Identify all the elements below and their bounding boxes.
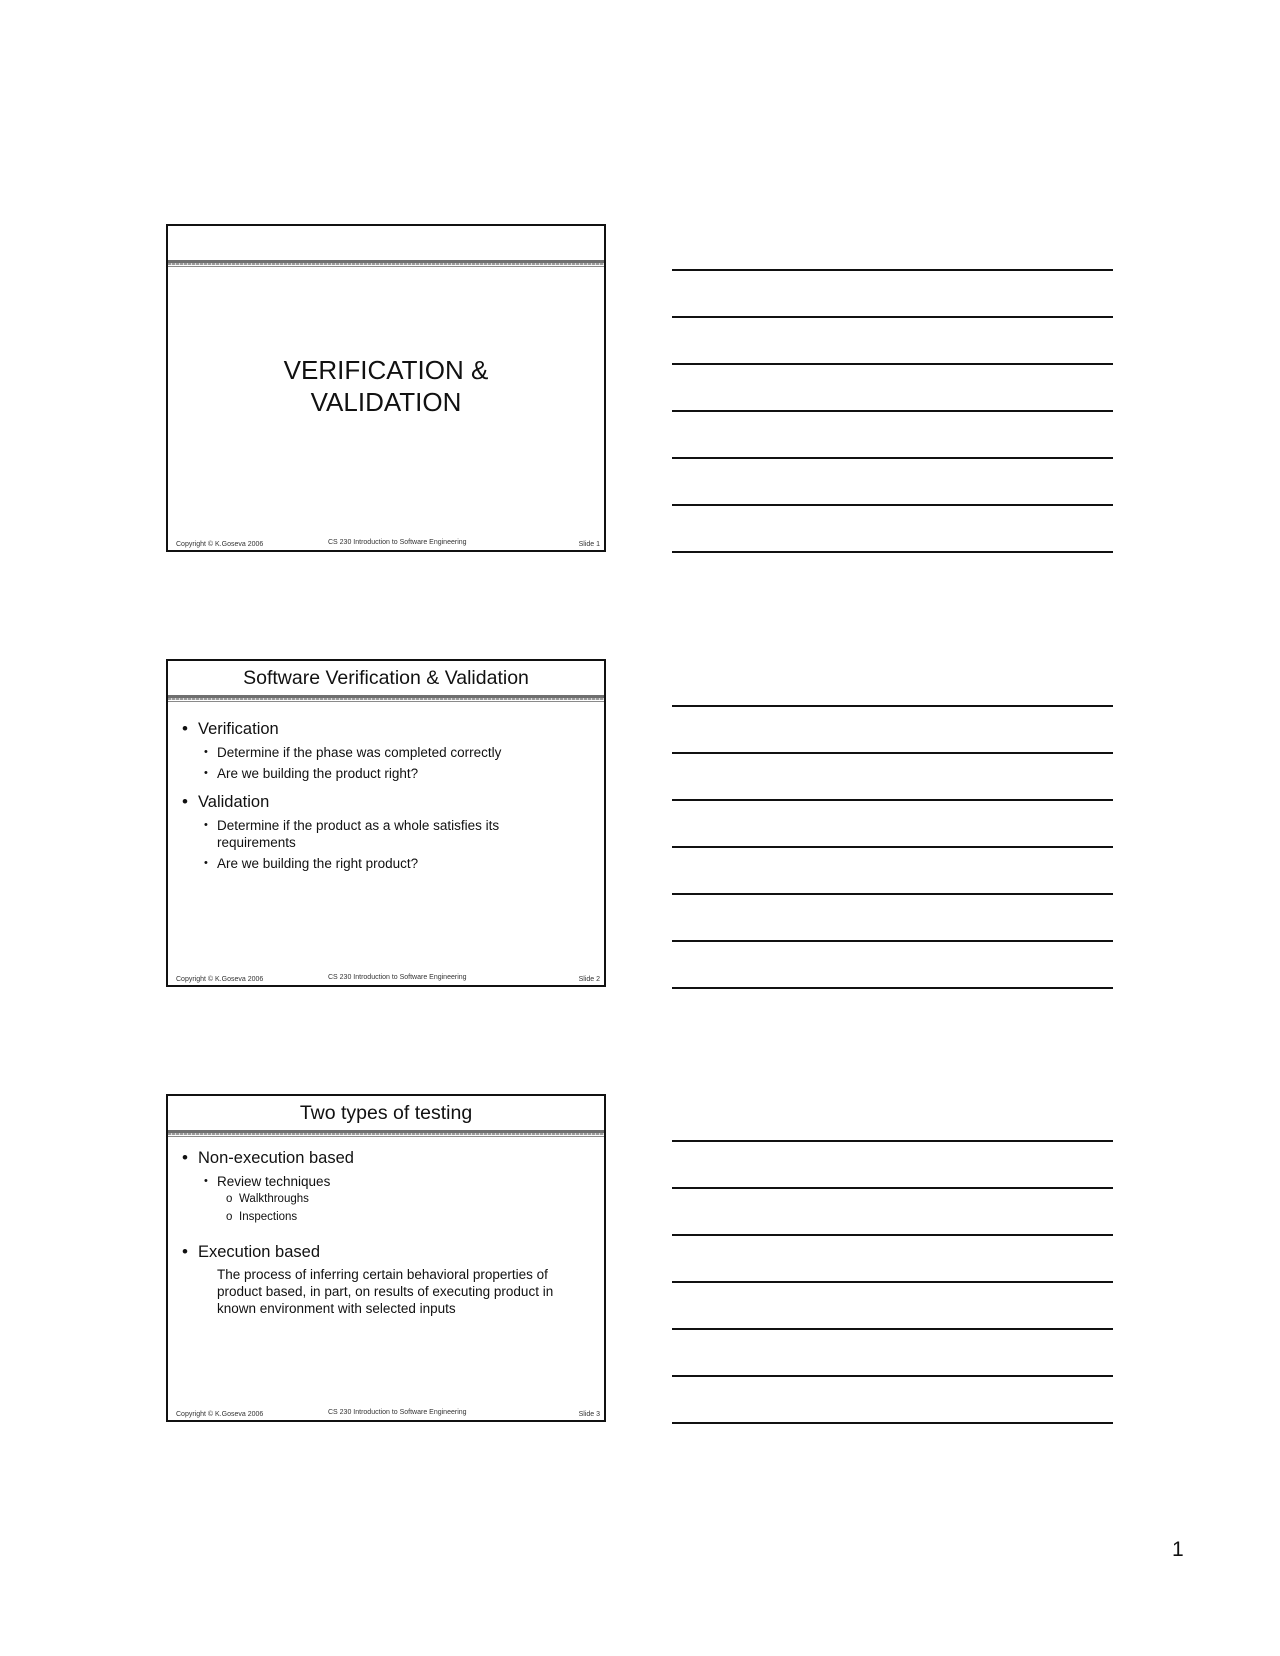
footer-course: CS 230 Introduction to Software Engineering [328, 539, 467, 546]
footer-slide-number: Slide 3 [578, 1411, 600, 1418]
note-line [672, 752, 1113, 754]
bullet-execution: • Execution based [182, 1242, 321, 1261]
sub-bullet: • Are we building the right product? [204, 856, 419, 871]
note-line [672, 1281, 1113, 1283]
header-rule [168, 695, 604, 703]
slide-body [168, 1148, 604, 1317]
note-line [672, 269, 1113, 271]
slide-title [168, 354, 604, 418]
note-line [672, 1422, 1113, 1424]
note-line [672, 316, 1113, 318]
title-line-1: VERIFICATION & [283, 355, 489, 385]
sub-bullet: • Determine if the product as a whole satisfies its requirements [204, 818, 500, 850]
footer-copyright: Copyright © K.Goseva 2006 [176, 976, 264, 983]
note-line [672, 457, 1113, 459]
footer-copyright: Copyright © K.Goseva 2006 [176, 1411, 264, 1418]
note-line [672, 1234, 1113, 1236]
note-line [672, 705, 1113, 707]
bullet-validation: • Validation [182, 792, 270, 811]
note-line [672, 846, 1113, 848]
slide-header [168, 226, 604, 260]
bullet-icon: • [204, 746, 208, 758]
note-line [672, 987, 1113, 989]
header-rule [168, 260, 604, 268]
page-number: 1 [1172, 1538, 1184, 1561]
note-line [672, 1140, 1113, 1142]
slide-footer [168, 971, 604, 985]
slide-3 [166, 1094, 606, 1422]
slide-1 [166, 224, 606, 552]
note-line [672, 363, 1113, 365]
note-line [672, 410, 1113, 412]
footer-slide-number: Slide 2 [578, 976, 600, 983]
slide-footer [168, 536, 604, 550]
bullet-icon: • [182, 1148, 188, 1167]
footer-course: CS 230 Introduction to Software Engineering [328, 1409, 467, 1416]
sub-sub-bullet: o Walkthroughs [168, 1190, 604, 1208]
slide-2 [166, 659, 606, 987]
circle-bullet-icon: o [226, 1193, 233, 1205]
footer-course: CS 230 Introduction to Software Engineering [328, 974, 467, 981]
slide-title: Software Verification & Validation [243, 666, 529, 689]
footer-slide-number: Slide 1 [578, 541, 600, 548]
sub-bullet: • Are we building the product right? [204, 766, 419, 781]
sub-bullet: • Review techniques [204, 1174, 331, 1189]
slide-title: Two types of testing [299, 1101, 473, 1124]
sub-sub-bullet: o Inspections [168, 1208, 604, 1226]
bullet-icon: • [182, 1242, 188, 1261]
note-line [672, 893, 1113, 895]
bullet-icon: • [182, 792, 188, 811]
bullet-icon: • [204, 767, 208, 779]
header-rule [168, 1130, 604, 1138]
note-line [672, 1187, 1113, 1189]
slide-body [168, 719, 604, 872]
bullet-icon: • [204, 857, 208, 869]
note-line [672, 1375, 1113, 1377]
title-line-2: VALIDATION [310, 387, 462, 417]
note-line [672, 551, 1113, 553]
note-line [672, 1328, 1113, 1330]
circle-bullet-icon: o [226, 1211, 233, 1223]
note-line [672, 940, 1113, 942]
bullet-non-execution: • Non-execution based [182, 1148, 354, 1167]
slide-footer [168, 1406, 604, 1420]
bullet-verification: • Verification [182, 719, 279, 738]
execution-description: The process of inferring certain behavioral properties of product based, in part, on results of executing product in known environment with selected inputs [217, 1267, 554, 1316]
bullet-icon: • [182, 719, 188, 738]
sub-bullet: • Determine if the phase was completed correctly [204, 745, 502, 760]
note-line [672, 504, 1113, 506]
footer-copyright: Copyright © K.Goseva 2006 [176, 541, 264, 548]
note-line [672, 799, 1113, 801]
bullet-icon: • [204, 1175, 208, 1187]
bullet-icon: • [204, 819, 208, 831]
